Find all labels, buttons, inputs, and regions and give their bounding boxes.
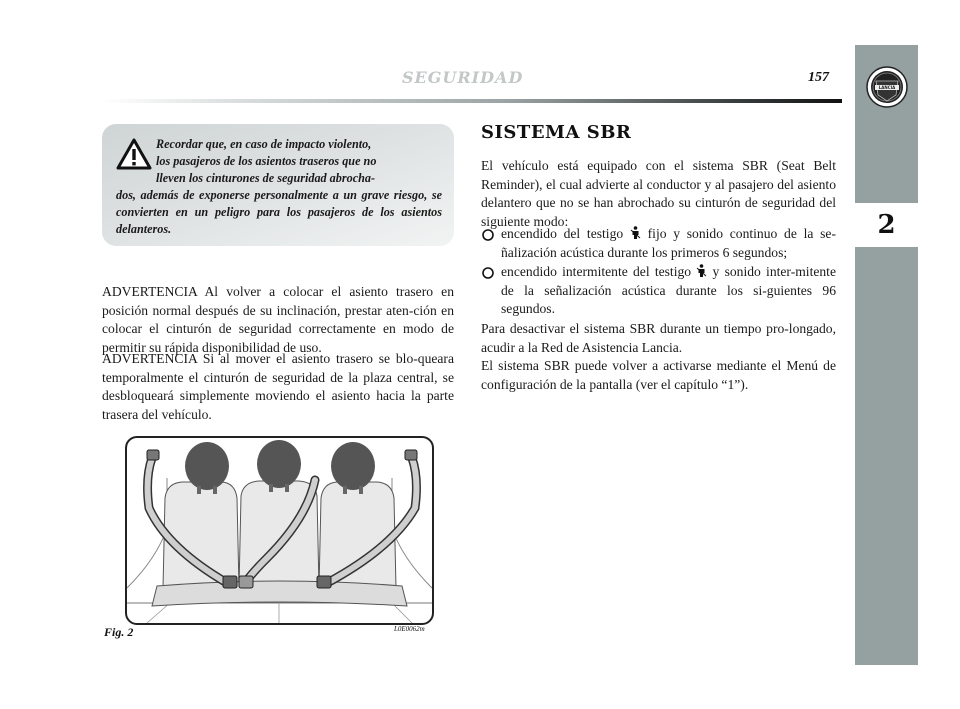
seatbelt-warning-icon (630, 226, 641, 240)
advertencia-paragraph-2: ADVERTENCIA Si al mover el asiento trasero se blo-queara temporalmente el cinturón de seguridad de la plaza central, se desbloqueará simplemente moviendo el asiento hacia la parte trasera del vehículo. (102, 351, 454, 422)
logo-area (855, 45, 918, 145)
warning-rest: dos, además de exponerse personalmente a un grave riesgo, se convierten en un peligro para los pasajeros de los asientos delanteros. (116, 188, 442, 236)
sbr-deactivate-paragraph: Para desactivar el sistema SBR durante un tiempo pro-longado, acudir a la Red de Asistencia Lancia. (481, 321, 836, 355)
page-number: 157 (808, 70, 829, 85)
lancia-logo-icon (866, 66, 908, 108)
circle-bullet-icon (481, 225, 497, 243)
logo-text: LANCIA (878, 85, 896, 90)
side-tab (855, 45, 918, 665)
rear-seat-illustration (125, 436, 434, 625)
bullet-text-1 (481, 225, 836, 262)
chapter-number: 2 (877, 210, 896, 240)
bullet-2-after: y sonido inter-mitente de la señalización acústica durante los si-guientes 96 segundos. (501, 264, 836, 317)
bullet-2-before: encendido intermitente del testigo (501, 264, 697, 279)
bullet-text-2 (481, 263, 836, 319)
sbr-reactivate-paragraph: El sistema SBR puede volver a activarse mediante el Menú de configuración de la pantalla (ver el capítulo “1”). (481, 358, 836, 392)
warning-line-1: Recordar que, en caso de impacto violento, (156, 137, 372, 151)
figure-label: Fig. 2 (104, 625, 134, 639)
seatbelt-warning-icon (696, 264, 707, 278)
bullet-1-after: fijo y sonido continuo de la se-ñalización acústica durante los primeros 6 segundos; (501, 226, 836, 260)
section-title: SEGURIDAD (402, 68, 524, 87)
bullet-item-2 (481, 263, 836, 319)
circle-bullet-icon (481, 263, 497, 281)
warning-line-3: lleven los cinturones de seguridad abrocha- (156, 171, 376, 185)
rear-seats-drawing (127, 438, 432, 623)
warning-line-2: los pasajeros de los asientos traseros que no (156, 154, 377, 168)
section-heading: SISTEMA SBR (481, 122, 632, 143)
header-rule (102, 99, 842, 103)
advertencia-paragraph-1: ADVERTENCIA Al volver a colocar el asiento trasero en posición normal después de su inclinación, prestar aten-ción en colocar el cinturón de seguridad correctamente en modo de permitir su rápida disponibilidad de uso. (102, 284, 454, 355)
bullet-1-before: encendido del testigo (501, 226, 630, 241)
sbr-intro-paragraph: El vehículo está equipado con el sistema SBR (Seat Belt Reminder), el cual advierte al conductor y al pasajero del asiento delantero que no se han abrochado su cinturón de seguridad del siguiente modo: (481, 158, 836, 229)
bullet-item-1 (481, 225, 836, 262)
warning-text (116, 136, 442, 238)
figure-code: L0E0062m (394, 625, 425, 633)
